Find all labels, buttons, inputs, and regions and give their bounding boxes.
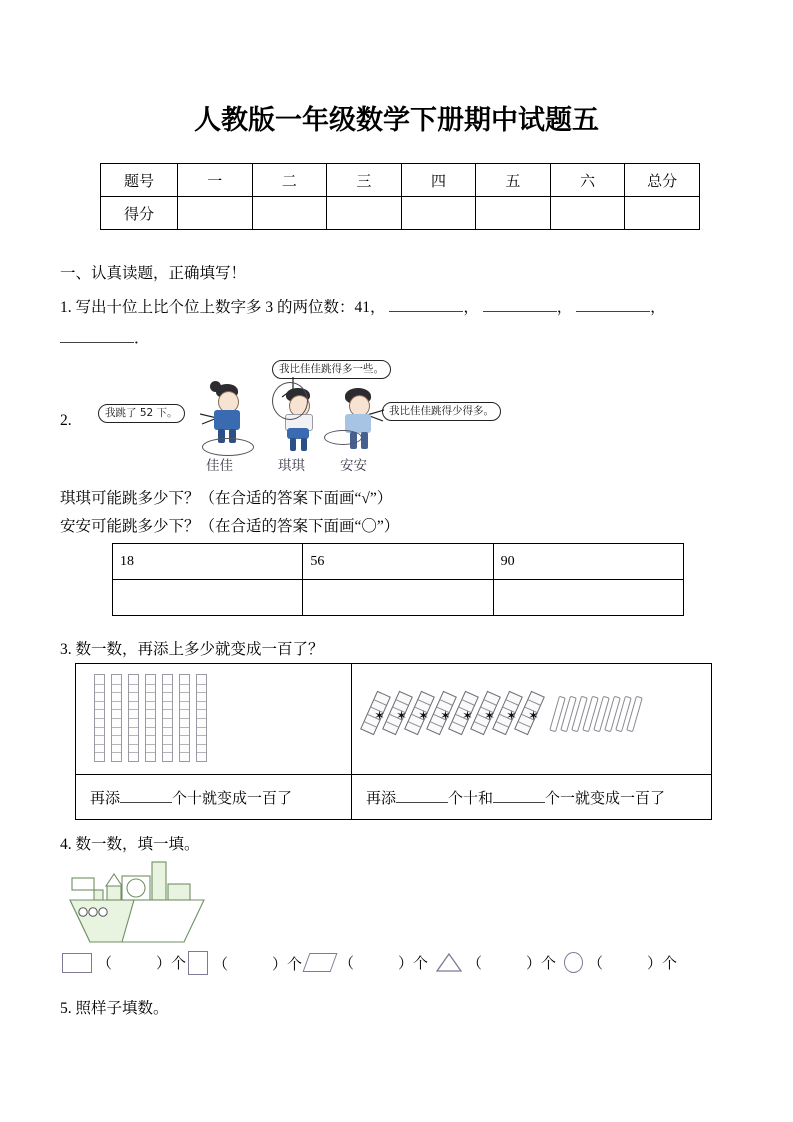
- bundle-knot-icon: ✶: [506, 709, 517, 724]
- paren-close-unit: ）个: [647, 956, 678, 972]
- ten-rods-group: [94, 674, 334, 764]
- score-cell: 五: [476, 164, 551, 197]
- paren-close-unit: ）个: [526, 956, 557, 972]
- ten-rod-icon: [94, 674, 105, 762]
- score-input-cell[interactable]: [625, 197, 700, 230]
- score-input-cell[interactable]: [252, 197, 327, 230]
- bundle-knot-icon: ✶: [440, 709, 451, 724]
- question-3: [60, 638, 324, 661]
- question-1: [60, 296, 666, 319]
- q3-number: 3.: [60, 641, 72, 658]
- page-title: 人教版一年级数学下册期中试题五: [194, 105, 599, 136]
- jump-rope-icon: [272, 382, 308, 420]
- score-table: [100, 163, 700, 230]
- caption-text: 再添: [90, 790, 121, 807]
- caption-text: 个一就变成一百了: [545, 790, 666, 807]
- child-name-jiajia: 佳佳: [206, 458, 233, 473]
- score-input-cell[interactable]: [550, 197, 625, 230]
- table-row: [76, 664, 712, 775]
- bundle-knot-icon: ✶: [528, 709, 539, 724]
- bundle-knot-icon: ✶: [396, 709, 407, 724]
- q1-text: 写出十位上比个位上数字多 3 的两位数：41，: [75, 299, 386, 316]
- bundle-knot-icon: ✶: [374, 709, 385, 724]
- leg-icon: [290, 438, 296, 451]
- triangle-icon: [436, 952, 462, 973]
- bundles-group: [368, 686, 708, 750]
- ten-rod-icon: [145, 674, 156, 762]
- speech-bubble-anan: 我比佳佳跳得少得多。: [382, 402, 501, 421]
- table-row: [101, 197, 700, 230]
- ship-illustration: [62, 860, 212, 945]
- q1-blank-1[interactable]: [389, 298, 463, 312]
- option-cell: 18: [113, 544, 303, 580]
- q1-sep: ，: [650, 299, 666, 316]
- leg-icon: [361, 432, 368, 449]
- score-cell: 四: [401, 164, 476, 197]
- q1-tail: ．: [134, 330, 150, 347]
- q1-blank-2[interactable]: [483, 298, 557, 312]
- paren-close-unit: ）个: [156, 956, 187, 972]
- bundle-knot-icon: ✶: [418, 709, 429, 724]
- score-input-cell[interactable]: [327, 197, 402, 230]
- q1-sep: ，: [463, 299, 479, 316]
- score-cell: 六: [550, 164, 625, 197]
- paren-close-unit: ）个: [272, 956, 303, 973]
- q2-number: 2.: [60, 412, 72, 429]
- q1-blank-3[interactable]: [576, 298, 650, 312]
- table-row: [101, 164, 700, 197]
- shape-count-parallelogram: [306, 952, 428, 973]
- q2-illustration: [96, 358, 516, 473]
- child-figure-anan: [336, 388, 382, 456]
- q2-prompt-1: 琪琪可能跳多少下？（在合适的答案下面画“√”）: [60, 490, 393, 507]
- q2-prompt-2: 安安可能跳多少下？（在合适的答案下面画“〇”）: [60, 518, 400, 535]
- parallelogram-icon: [303, 953, 338, 972]
- q2-answer-table: [112, 543, 684, 616]
- score-input-cell[interactable]: [476, 197, 551, 230]
- score-input-cell[interactable]: [178, 197, 253, 230]
- rectangle-wide-icon: [62, 953, 92, 973]
- q4-shape-answer-line: [62, 952, 762, 978]
- q1-sep: ，: [556, 299, 573, 316]
- speech-bubble-qiqi: 我比佳佳跳得多一些。: [272, 360, 391, 379]
- q3-table: [75, 663, 712, 820]
- child-name-anan: 安安: [340, 458, 367, 473]
- jump-rope-icon: [324, 430, 362, 445]
- score-cell: 二: [252, 164, 327, 197]
- hair-bun-icon: [210, 381, 221, 392]
- table-row: [76, 775, 712, 820]
- child-name-qiqi: 琪琪: [278, 458, 305, 473]
- option-cell: 56: [303, 544, 493, 580]
- answer-cell[interactable]: [493, 580, 683, 616]
- q4-number: 4.: [60, 836, 72, 853]
- shape-count-triangle: [436, 952, 556, 973]
- shape-count-square: [188, 951, 302, 975]
- section-one-heading: 一、认真读题，正确填写！: [60, 265, 247, 282]
- answer-cell[interactable]: [303, 580, 493, 616]
- q3-right-blank-1[interactable]: [396, 789, 448, 803]
- paren-open: （: [339, 956, 355, 972]
- ten-rod-icon: [111, 674, 122, 762]
- q3-left-blank[interactable]: [120, 789, 172, 803]
- paren-open: （: [588, 956, 604, 972]
- circle-icon: [564, 952, 583, 973]
- q3-right-caption: [352, 775, 712, 820]
- score-row-label: 题号: [101, 164, 178, 197]
- ten-rod-icon: [196, 674, 207, 762]
- q4-text: 数一数，填一填。: [75, 836, 200, 853]
- ten-rod-icon: [179, 674, 190, 762]
- speech-bubble-jiajia: 我跳了 52 下。: [98, 404, 185, 423]
- paren-open: （: [213, 956, 229, 973]
- q3-left-caption: [76, 775, 352, 820]
- score-cell: 一: [178, 164, 253, 197]
- shape-count-circle: [564, 952, 677, 973]
- score-row-label: 得分: [101, 197, 178, 230]
- q1-continued: [60, 327, 150, 350]
- question-4: [60, 833, 200, 856]
- q3-text: 数一数，再添上多少就变成一百了？: [75, 641, 324, 658]
- paren-open: （: [467, 956, 483, 972]
- leg-icon: [301, 438, 307, 451]
- score-cell: 三: [327, 164, 402, 197]
- child-figure-jiajia: [204, 384, 250, 454]
- caption-text: 个十就变成一百了: [172, 790, 293, 807]
- table-row: [113, 580, 684, 616]
- caption-text: 再添: [366, 790, 397, 807]
- q3-right-illustration: [352, 664, 712, 775]
- square-icon: [188, 951, 208, 975]
- caption-text: 个十和: [448, 790, 494, 807]
- q1-number: 1.: [60, 299, 72, 316]
- q5-text: 照样子填数。: [75, 1000, 169, 1017]
- bundle-knot-icon: ✶: [462, 709, 473, 724]
- q5-number: 5.: [60, 1000, 72, 1017]
- child-figure-qiqi: [276, 388, 322, 456]
- q3-left-illustration: [76, 664, 352, 775]
- q1-blank-4[interactable]: [60, 329, 134, 343]
- ten-rod-icon: [162, 674, 173, 762]
- table-row: [113, 544, 684, 580]
- shirt-icon: [214, 410, 240, 430]
- paren-open: （: [97, 956, 113, 972]
- score-cell: 总分: [625, 164, 700, 197]
- question-5: [60, 997, 169, 1020]
- q3-right-blank-2[interactable]: [493, 789, 545, 803]
- paren-close-unit: ）个: [398, 956, 429, 972]
- shape-count-rectangle: [62, 952, 186, 973]
- option-cell: 90: [493, 544, 683, 580]
- answer-cell[interactable]: [113, 580, 303, 616]
- ten-rod-icon: [128, 674, 139, 762]
- bundle-knot-icon: ✶: [484, 709, 495, 724]
- score-input-cell[interactable]: [401, 197, 476, 230]
